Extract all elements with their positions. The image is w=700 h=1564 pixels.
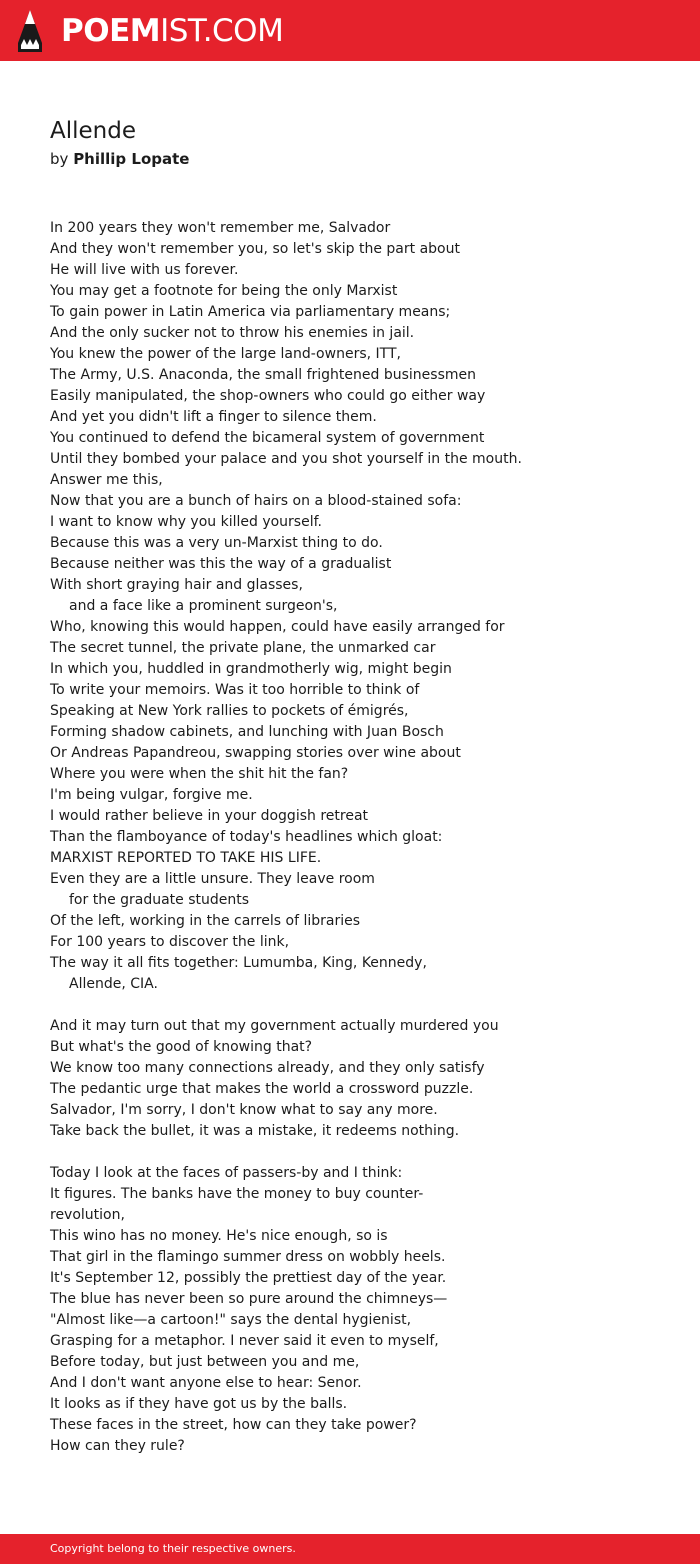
- poem-line: In 200 years they won't remember me, Salvador: [50, 220, 391, 236]
- poem-line: The way it all fits together: Lumumba, King, Kennedy,: [50, 955, 427, 971]
- poem-line: Even they are a little unsure. They leave room: [50, 871, 375, 887]
- poem-body: [50, 218, 670, 1457]
- site-logo-text: [61, 13, 283, 49]
- copyright-text: Copyright belong to their respective owners.: [50, 1542, 296, 1555]
- poem-line: Or Andreas Papandreou, swapping stories over wine about: [50, 745, 461, 761]
- stanza-break: [50, 995, 670, 1016]
- poem-line: It figures. The banks have the money to buy counter-: [50, 1186, 424, 1202]
- poem-line: "Almost like—a cartoon!" says the dental hygienist,: [50, 1312, 412, 1328]
- logo-light-text: IST.COM: [160, 13, 284, 49]
- poem-line: That girl in the flamingo summer dress on wobbly heels.: [50, 1249, 446, 1265]
- author-link[interactable]: Phillip Lopate: [73, 150, 190, 168]
- poem-title: Allende: [50, 118, 136, 144]
- poem-line: Now that you are a bunch of hairs on a blood-stained sofa:: [50, 493, 462, 509]
- poem-line: Answer me this,: [50, 472, 163, 488]
- poem-line: With short graying hair and glasses,: [50, 577, 303, 593]
- poem-line: Speaking at New York rallies to pockets of émigrés,: [50, 703, 409, 719]
- poem-line: The secret tunnel, the private plane, the unmarked car: [50, 640, 436, 656]
- poem-line: And yet you didn't lift a finger to silence them.: [50, 409, 377, 425]
- poem-line: Salvador, I'm sorry, I don't know what to say any more.: [50, 1102, 438, 1118]
- poem-line: for the graduate students: [69, 892, 250, 908]
- poem-line: These faces in the street, how can they take power?: [50, 1417, 417, 1433]
- poem-line: And they won't remember you, so let's skip the part about: [50, 241, 460, 257]
- poem-line: He will live with us forever.: [50, 262, 239, 278]
- poem-line: Who, knowing this would happen, could have easily arranged for: [50, 619, 505, 635]
- poem-line: And the only sucker not to throw his enemies in jail.: [50, 325, 415, 341]
- poem-line: It's September 12, possibly the prettiest day of the year.: [50, 1270, 447, 1286]
- poem-line: Because neither was this the way of a gradualist: [50, 556, 392, 572]
- poem-line: I'm being vulgar, forgive me.: [50, 787, 253, 803]
- poem-line: The Army, U.S. Anaconda, the small frightened businessmen: [50, 367, 476, 383]
- poem-line: Easily manipulated, the shop-owners who could go either way: [50, 388, 486, 404]
- poem-byline: [50, 149, 189, 169]
- poem-line: For 100 years to discover the link,: [50, 934, 290, 950]
- poem-line: Before today, but just between you and me,: [50, 1354, 360, 1370]
- poem-line: But what's the good of knowing that?: [50, 1039, 313, 1055]
- pencil-icon: [17, 9, 43, 53]
- poem-line: revolution,: [50, 1207, 125, 1223]
- poem-line: Where you were when the shit hit the fan?: [50, 766, 349, 782]
- poem-line: You may get a footnote for being the only Marxist: [50, 283, 398, 299]
- poem-line: In which you, huddled in grandmotherly wig, might begin: [50, 661, 452, 677]
- site-footer: [0, 1534, 700, 1564]
- poem-line: I want to know why you killed yourself.: [50, 514, 322, 530]
- poem-line: Until they bombed your palace and you shot yourself in the mouth.: [50, 451, 522, 467]
- site-logo-link[interactable]: [0, 0, 284, 61]
- poem-line: It looks as if they have got us by the balls.: [50, 1396, 348, 1412]
- poem-line: The blue has never been so pure around the chimneys—: [50, 1291, 448, 1307]
- poem-line: Allende, CIA.: [69, 976, 158, 992]
- poem-line: Today I look at the faces of passers-by and I think:: [50, 1165, 403, 1181]
- poem-line: The pedantic urge that makes the world a crossword puzzle.: [50, 1081, 474, 1097]
- poem-line: I would rather believe in your doggish retreat: [50, 808, 369, 824]
- by-label: by: [50, 150, 69, 168]
- poem-line: Because this was a very un-Marxist thing to do.: [50, 535, 383, 551]
- poem-line: Of the left, working in the carrels of libraries: [50, 913, 360, 929]
- poem-line: To write your memoirs. Was it too horrible to think of: [50, 682, 420, 698]
- poem-line: and a face like a prominent surgeon's,: [69, 598, 338, 614]
- poem-line: How can they rule?: [50, 1438, 185, 1454]
- poem-line: Than the flamboyance of today's headlines which gloat:: [50, 829, 443, 845]
- logo-bold-text: POEM: [61, 13, 161, 49]
- poem-line: To gain power in Latin America via parliamentary means;: [50, 304, 451, 320]
- poem-line: And I don't want anyone else to hear: Senor.: [50, 1375, 362, 1391]
- poem-line: Take back the bullet, it was a mistake, it redeems nothing.: [50, 1123, 460, 1139]
- poem-line: Grasping for a metaphor. I never said it even to myself,: [50, 1333, 439, 1349]
- poem-line: You continued to defend the bicameral system of government: [50, 430, 485, 446]
- poem-line: You knew the power of the large land-owners, ITT,: [50, 346, 401, 362]
- poem-line: MARXIST REPORTED TO TAKE HIS LIFE.: [50, 850, 322, 866]
- poem-line: This wino has no money. He's nice enough, so is: [50, 1228, 388, 1244]
- poem-line: Forming shadow cabinets, and lunching with Juan Bosch: [50, 724, 444, 740]
- site-header: [0, 0, 700, 61]
- poem-line: We know too many connections already, and they only satisfy: [50, 1060, 485, 1076]
- poem-line: And it may turn out that my government actually murdered you: [50, 1018, 499, 1034]
- stanza-break: [50, 1142, 670, 1163]
